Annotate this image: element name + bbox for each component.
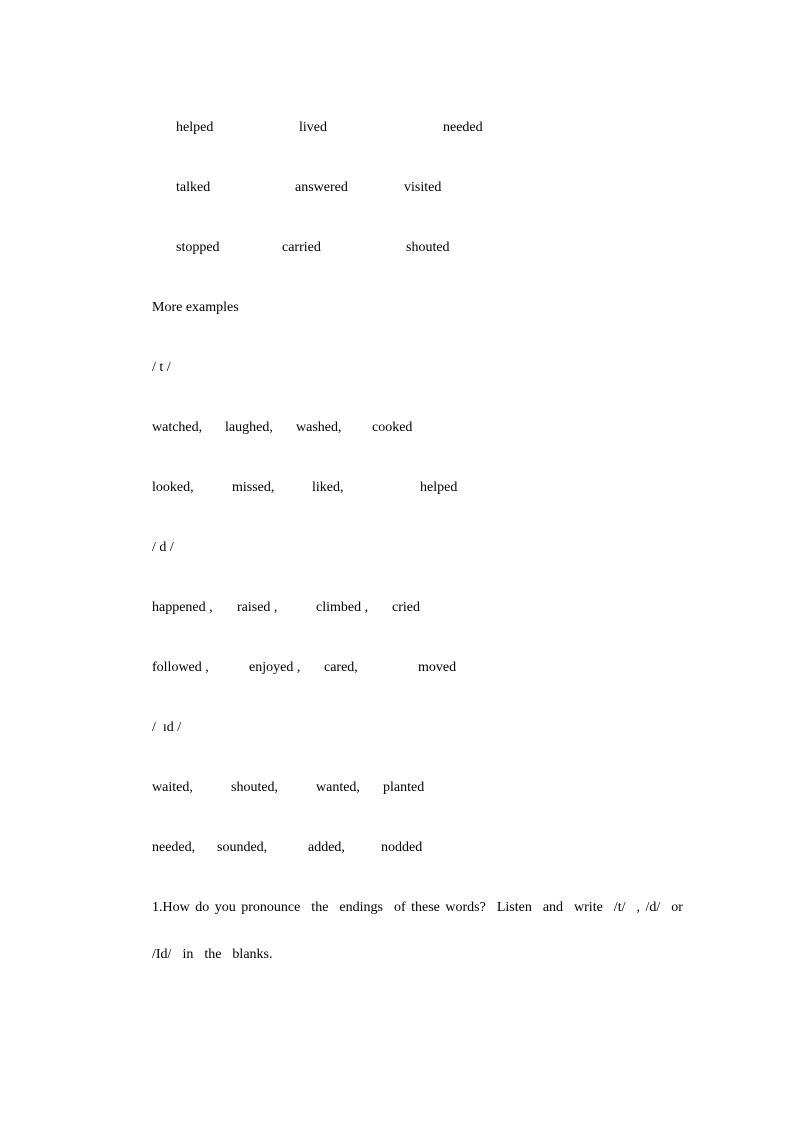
example-word: happened , xyxy=(152,600,213,615)
example-word: followed , xyxy=(152,660,209,675)
example-word: laughed, xyxy=(225,420,273,435)
table-cell: helped xyxy=(176,120,214,135)
exercise-instruction-line-2: /Id/ in the blanks. xyxy=(152,947,273,962)
table-cell: needed xyxy=(443,120,483,135)
section-heading-t: / t / xyxy=(152,360,171,375)
table-cell: talked xyxy=(176,180,211,195)
example-word: enjoyed , xyxy=(249,660,301,675)
example-word: helped xyxy=(420,480,458,495)
example-word: washed, xyxy=(296,420,342,435)
exercise-instruction-line-1: 1.How do you pronounce the endings of these words? Listen and write /t/ , /d/ or xyxy=(152,900,683,915)
example-word: sounded, xyxy=(217,840,268,855)
example-word: wanted, xyxy=(316,780,360,795)
example-word: looked, xyxy=(152,480,194,495)
table-cell: shouted xyxy=(406,240,450,255)
more-examples-heading: More examples xyxy=(152,300,239,315)
example-word: needed, xyxy=(152,840,196,855)
example-word: planted xyxy=(383,780,425,795)
example-word: liked, xyxy=(312,480,344,495)
example-word: cried xyxy=(392,600,420,615)
table-cell: answered xyxy=(295,180,348,195)
table-cell: visited xyxy=(404,180,442,195)
section-heading-d: / d / xyxy=(152,540,174,555)
example-word: added, xyxy=(308,840,345,855)
example-word: nodded xyxy=(381,840,423,855)
example-word: cooked xyxy=(372,420,413,435)
example-word: waited, xyxy=(152,780,193,795)
example-word: watched, xyxy=(152,420,203,435)
table-cell: lived xyxy=(299,120,327,135)
example-word: moved xyxy=(418,660,457,675)
example-word: cared, xyxy=(324,660,358,675)
example-word: missed, xyxy=(232,480,275,495)
table-cell: stopped xyxy=(176,240,220,255)
example-word: raised , xyxy=(237,600,278,615)
example-word: climbed , xyxy=(316,600,369,615)
example-word: shouted, xyxy=(231,780,279,795)
section-heading-id: / ɪd / xyxy=(152,720,182,735)
table-cell: carried xyxy=(282,240,321,255)
